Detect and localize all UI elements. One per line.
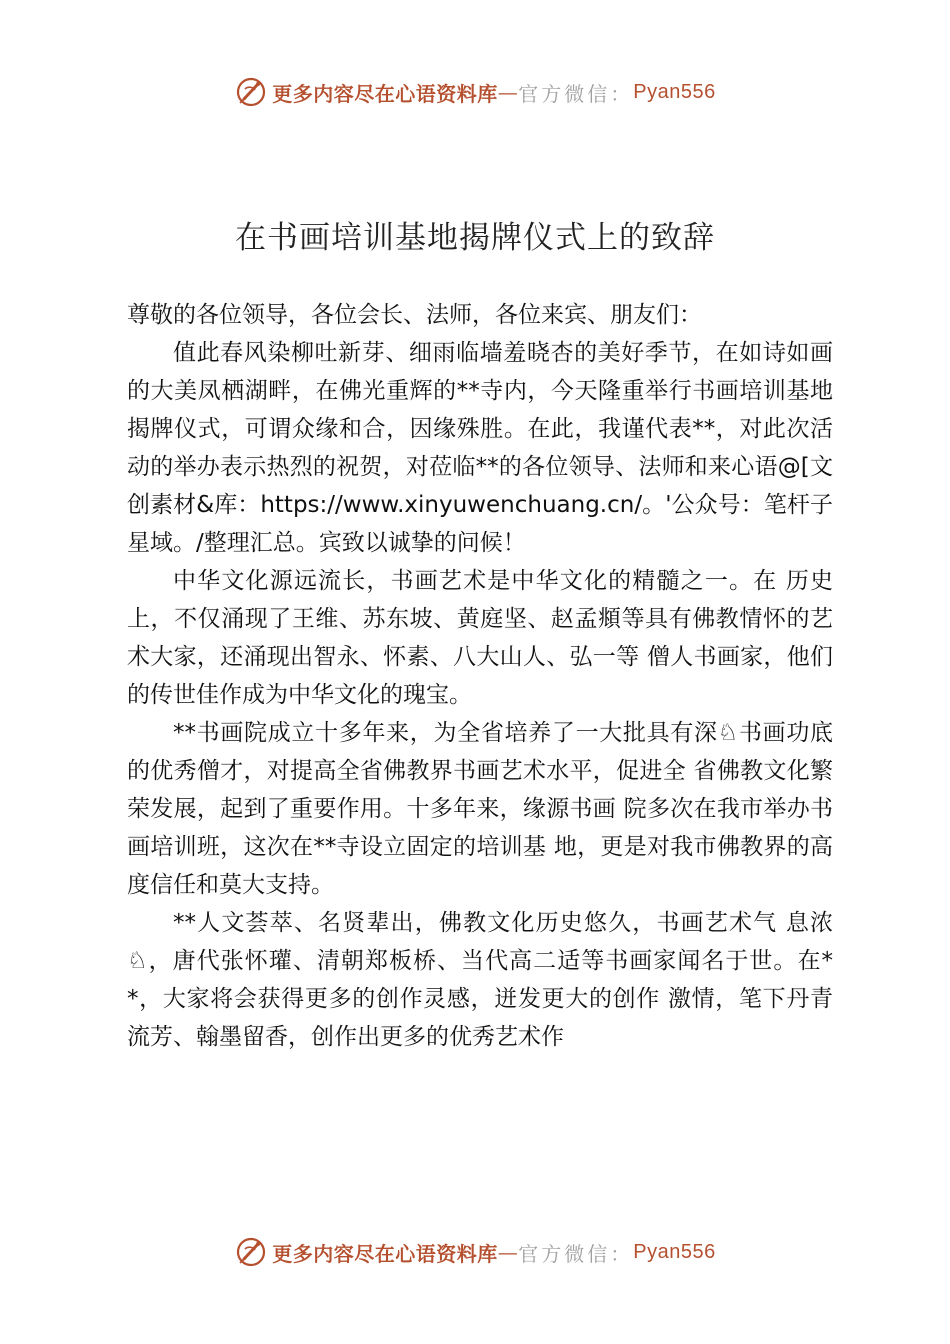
document-body <box>127 296 833 1056</box>
banner-wechat-label: 官方微信： <box>518 81 634 106</box>
banner-wechat-label: 官方微信： <box>518 1241 634 1266</box>
banner-brand-text: 更多内容尽在心语资料库 <box>272 81 498 106</box>
banner-wechat-id: Pyan556 <box>633 80 716 103</box>
logo-icon <box>234 1235 268 1269</box>
body-paragraph: 值此春风染柳吐新芽、细雨临墙羞晓杏的美好季节，在如诗如画的大美凤栖湖畔，在佛光重辉的**寺内，今天隆重举行书画培训基地揭牌仪式，可谓众缘和合，因缘殊胜。在此，我谨代表**，对此次活动的举办表示热烈的祝贺，对莅临**的各位领导、法师和来心语@[文创素材&库：https://www.xinyuwenchuang.cn/。'公众号：笔杆子星域。/整理汇总。宾致以诚挚的问候！ <box>127 340 833 556</box>
document-title: 在书画培训基地揭牌仪式上的致辞 <box>235 220 715 256</box>
banner-wechat-id: Pyan556 <box>633 1240 716 1263</box>
logo-icon <box>234 75 268 109</box>
body-paragraph: **书画院成立十多年来，为全省培养了一大批具有深♘书画功底的优秀僧才，对提高全省佛教界书画艺术水平，促进全 省佛教文化繁荣发展，起到了重要作用。十多年来，缘源书画 院多次在我市举办书画培训班，这次在**寺设立固定的培训基 地，更是对我市佛教界的高度信任和莫大支持。 <box>127 720 833 898</box>
banner-dash: — <box>497 80 519 104</box>
body-paragraph: **人文荟萃、名贤辈出，佛教文化历史悠久，书画艺术气 息浓♘，唐代张怀瓘、清朝郑板桥、当代高二适等书画家闻名于世。在**，大家将会获得更多的创作灵感，迸发更大的创作 激情，笔下丹青流芳、翰墨留香，创作出更多的优秀艺术作 <box>127 910 833 1050</box>
greeting-line: 尊敬的各位领导，各位会长、法师，各位来宾、朋友们： <box>127 302 702 328</box>
body-paragraph: 中华文化源远流长，书画艺术是中华文化的精髓之一。在 历史上，不仅涌现了王维、苏东坡、黄庭坚、赵孟頫等具有佛教情怀的艺术大家，还涌现出智永、怀素、八大山人、弘一等 僧人书画家，他们的传世佳作成为中华文化的瑰宝。 <box>127 568 833 708</box>
footer-banner <box>0 1232 950 1272</box>
banner-brand-text: 更多内容尽在心语资料库 <box>272 1241 498 1266</box>
banner-dash: — <box>497 1240 519 1264</box>
header-banner <box>0 72 950 112</box>
